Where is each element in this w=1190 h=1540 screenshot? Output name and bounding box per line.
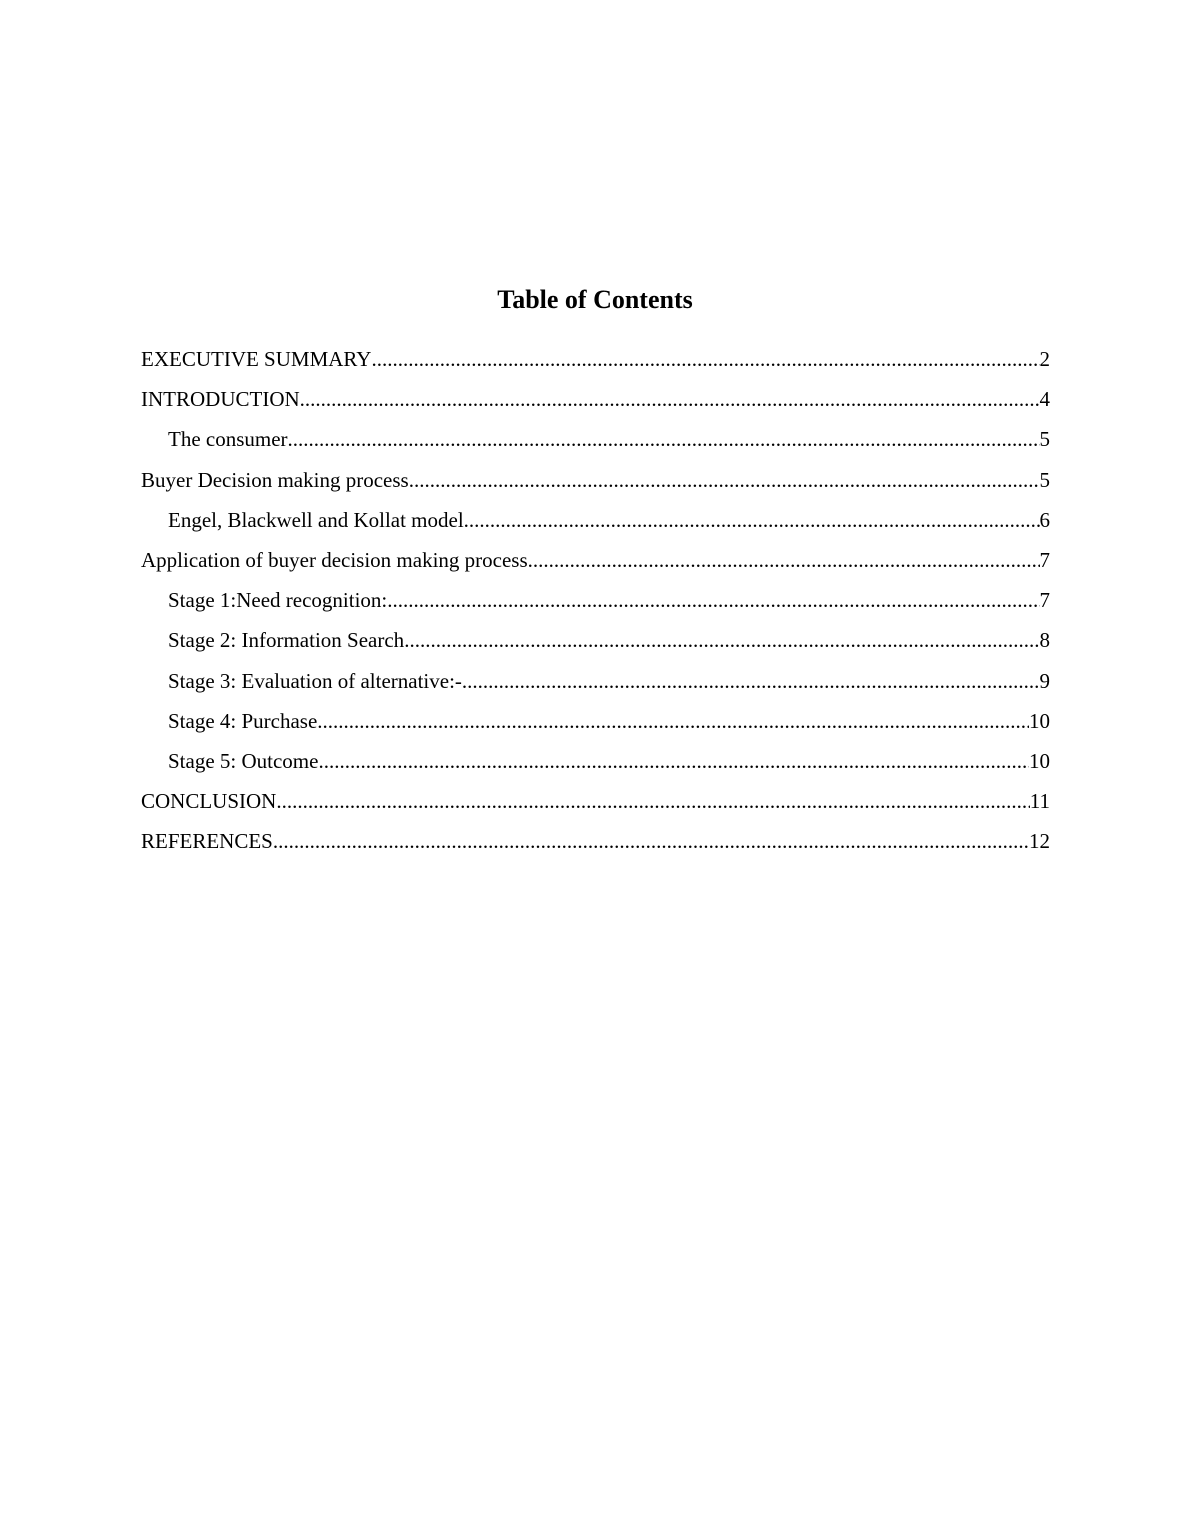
toc-entry-stage-2[interactable] — [141, 620, 1050, 660]
toc-entry-page-number: 2 — [1039, 347, 1050, 371]
toc-entry-references[interactable] — [141, 821, 1050, 861]
toc-dot-leader — [528, 540, 1040, 580]
toc-dot-leader — [371, 339, 1039, 379]
toc-entry-page-number: 5 — [1039, 467, 1050, 492]
toc-entry-label: Stage 1:Need recognition: — [168, 588, 388, 613]
toc-entry-page-number: 8 — [1039, 628, 1050, 653]
toc-dot-leader — [273, 821, 1029, 861]
toc-entry-label: Engel, Blackwell and Kollat model — [168, 507, 464, 532]
toc-dot-leader — [276, 781, 1029, 821]
toc-entry-stage-4[interactable] — [141, 701, 1050, 741]
toc-entry-label: CONCLUSION — [141, 789, 277, 814]
toc-entry-label: EXECUTIVE SUMMARY — [141, 347, 372, 371]
toc-entry-application-of-buyer-decision-making[interactable] — [141, 540, 1050, 580]
toc-entry-page-number: 10 — [1029, 708, 1050, 733]
toc-entry-page-number: 11 — [1029, 789, 1050, 814]
toc-entry-label: INTRODUCTION — [141, 387, 300, 412]
toc-entry-page-number: 7 — [1039, 588, 1050, 613]
toc-entry-label: REFERENCES — [141, 829, 273, 854]
toc-entry-label: Stage 5: Outcome — [168, 748, 319, 773]
toc-dot-leader — [317, 701, 1029, 741]
toc-entry-stage-1[interactable] — [141, 580, 1050, 620]
toc-entry-label: Stage 4: Purchase — [168, 708, 318, 733]
toc-entry-page-number: 4 — [1039, 387, 1050, 412]
toc-dot-leader — [387, 580, 1039, 620]
toc-entry-buyer-decision-making-process[interactable] — [141, 460, 1050, 500]
toc-entry-page-number: 6 — [1039, 507, 1050, 532]
toc-entry-page-number: 7 — [1039, 547, 1050, 572]
toc-dot-leader — [409, 460, 1040, 500]
toc-entry-page-number: 5 — [1039, 427, 1050, 452]
toc-entry-label: The consumer — [168, 427, 288, 452]
toc-dot-leader — [462, 661, 1040, 701]
toc-entry-introduction[interactable] — [141, 379, 1050, 419]
toc-dot-leader — [300, 379, 1040, 419]
toc-entry-the-consumer[interactable] — [141, 419, 1050, 459]
toc-dot-leader — [318, 741, 1029, 781]
toc-entry-label: Stage 2: Information Search — [168, 628, 405, 653]
toc-entry-executive-summary[interactable] — [141, 339, 1050, 379]
toc-entry-engel-blackwell-kollat-model[interactable] — [141, 500, 1050, 540]
toc-entry-page-number: 9 — [1039, 668, 1050, 693]
toc-entry-stage-5[interactable] — [141, 741, 1050, 781]
toc-entry-stage-3[interactable] — [141, 661, 1050, 701]
toc-dot-leader — [288, 419, 1040, 459]
toc-entry-page-number: 10 — [1029, 748, 1050, 773]
toc-entry-label: Stage 3: Evaluation of alternative:- — [168, 668, 462, 693]
toc-dot-leader — [464, 500, 1040, 540]
toc-list — [141, 339, 1050, 861]
toc-dot-leader — [404, 620, 1039, 660]
toc-entry-label: Buyer Decision making process — [141, 467, 409, 492]
toc-entry-label: Application of buyer decision making process — [141, 547, 528, 572]
toc-entry-conclusion[interactable] — [141, 781, 1050, 821]
toc-title: Table of Contents — [497, 285, 693, 314]
toc-entry-page-number: 12 — [1029, 829, 1050, 854]
